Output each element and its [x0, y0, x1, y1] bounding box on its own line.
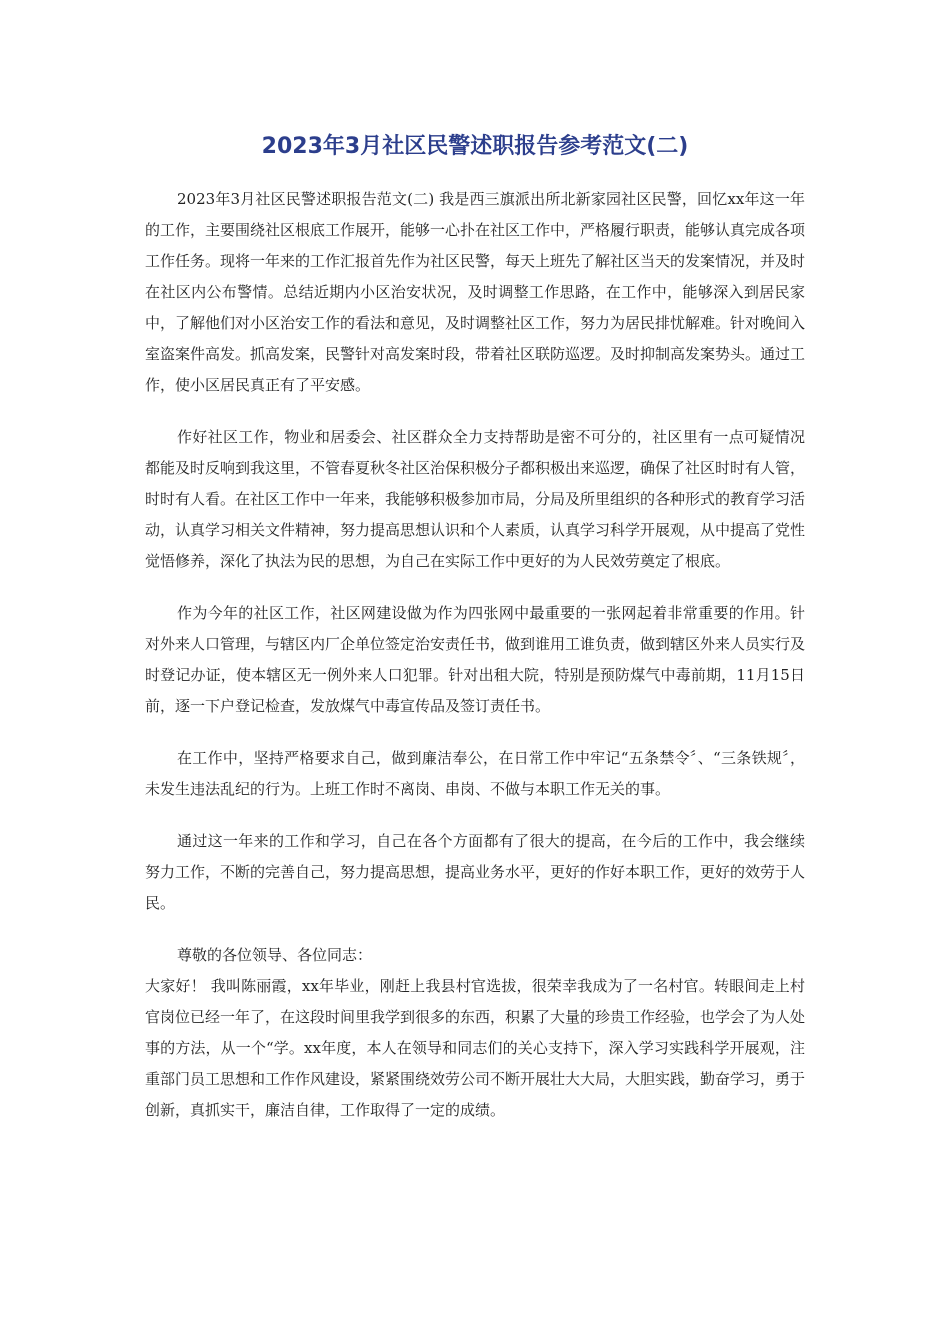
- paragraph-4: 在工作中，坚持严格要求自己，做到廉洁奉公，在日常工作中牢记“五条禁令〞、“三条铁规〞，未发生违法乱纪的行为。上班工作时不离岗、串岗、不做与本职工作无关的事。: [145, 749, 805, 798]
- paragraph-2: 作好社区工作，物业和居委会、社区群众全力支持帮助是密不可分的，社区里有一点可疑情况都能及时反响到我这里，不管春夏秋冬社区治保积极分子都积极出来巡逻，确保了社区时时有人管，时时有人看。在社区工作中一年来，我能够积极参加市局，分局及所里组织的各种形式的教育学习活动，认真学习相关文件精神，努力提高思想认识和个人素质，认真学习科学开展观，从中提高了党性觉悟修养，深化了执法为民的思想，为自己在实际工作中更好的为人民效劳奠定了根底。: [145, 428, 806, 570]
- document-body: [145, 184, 805, 1126]
- document-title: 2023年3月社区民警述职报告参考范文(二): [261, 134, 689, 159]
- paragraph-5: 通过这一年来的工作和学习，自己在各个方面都有了很大的提高，在今后的工作中，我会继续努力工作，不断的完善自己，努力提高思想，提高业务水平，更好的作好本职工作，更好的效劳于人民。: [145, 832, 806, 912]
- paragraph-3: 作为今年的社区工作，社区网建设做为作为四张网中最重要的一张网起着非常重要的作用。针对外来人口管理，与辖区内厂企单位签定治安责任书，做到谁用工谁负责，做到辖区外来人员实行及时登记办证，使本辖区无一例外来人口犯罪。针对出租大院，特别是预防煤气中毒前期，11月15日前，逐一下户登记检查，发放煤气中毒宣传品及签订责任书。: [145, 604, 806, 715]
- speech-paragraph: 大家好！ 我叫陈丽霞，xx年毕业，刚赶上我县村官选拔，很荣幸我成为了一名村官。转眼间走上村官岗位已经一年了，在这段时间里我学到很多的东西，积累了大量的珍贵工作经验，也学会了为人处事的方法，从一个“学。xx年度，本人在领导和同志们的关心支持下，深入学习实践科学开展观，注重部门员工思想和工作作风建设，紧紧围绕效劳公司不断开展壮大大局，大胆实践，勤奋学习，勇于创新，真抓实干，廉洁自律，工作取得了一定的成绩。: [145, 977, 806, 1119]
- greeting-line: 尊敬的各位领导、各位同志：: [177, 946, 373, 964]
- paragraph-1: 2023年3月社区民警述职报告范文(二) 我是西三旗派出所北新家园社区民警，回忆xx年这一年的工作，主要围绕社区根底工作展开，能够一心扑在社区工作中，严格履行职责，能够认真完成各项工作任务。现将一年来的工作汇报首先作为社区民警，每天上班先了解社区当天的发案情况，并及时在社区内公布警情。总结近期内小区治安状况，及时调整工作思路，在工作中，能够深入到居民家中，了解他们对小区治安工作的看法和意见，及时调整社区工作，努力为居民排忧解难。针对晚间入室盗案件高发。抓高发案，民警针对高发案时段，带着社区联防巡逻。及时抑制高发案势头。通过工作，使小区居民真正有了平安感。: [145, 190, 806, 394]
